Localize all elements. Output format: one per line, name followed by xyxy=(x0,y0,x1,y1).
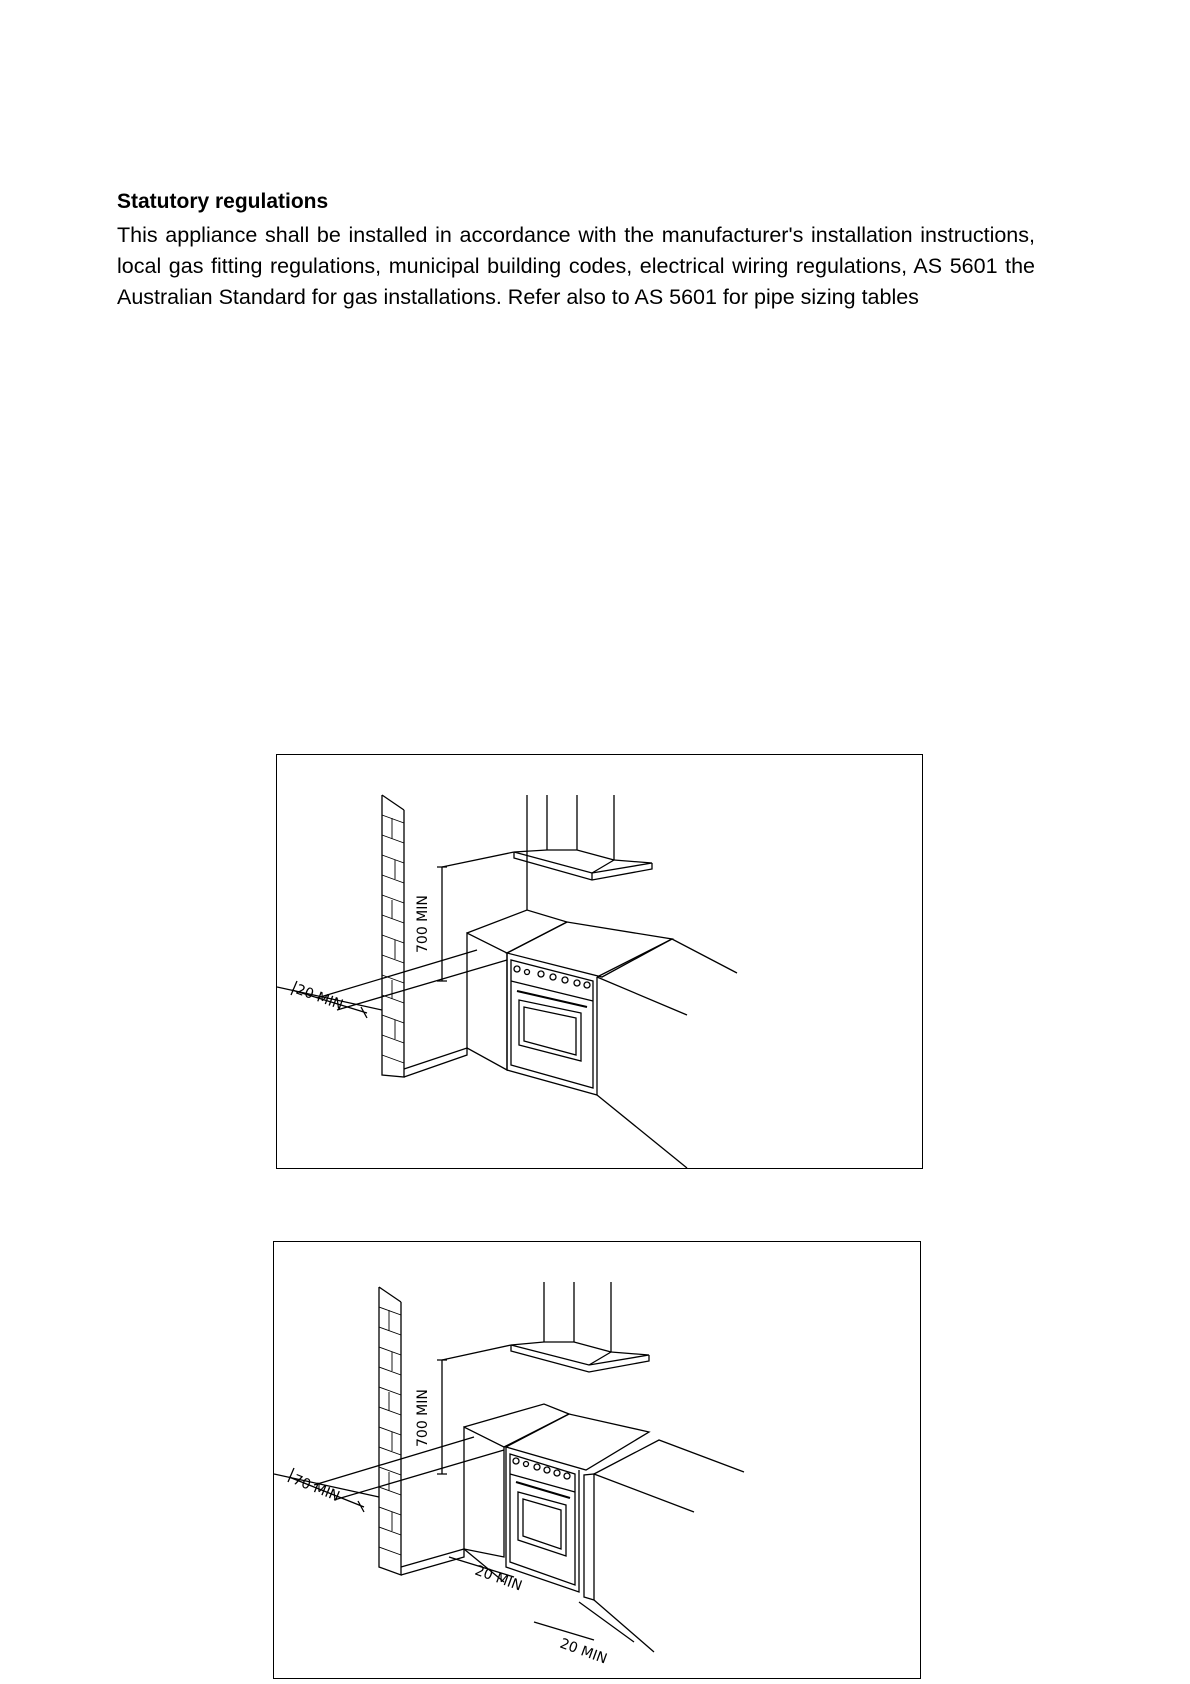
section-heading: Statutory regulations xyxy=(117,190,329,213)
hood-clearance-label: 700 MIN xyxy=(415,1389,431,1447)
installation-diagram-1 xyxy=(276,754,923,1169)
hood-clearance-label: 700 MIN xyxy=(415,895,431,953)
diagram-2-drawing xyxy=(274,1242,920,1678)
diagram-1-drawing xyxy=(277,755,922,1168)
regulations-paragraph: This appliance shall be installed in accordance with the manufacturer's installation instructions, local gas fitting regulations, municipal building codes, electrical wiring regulations, AS 5601 the Australian Standard for gas installations. Refer also to AS 5601 for pipe sizing tables xyxy=(117,223,1035,309)
wall-clearance-label: 20 MIN xyxy=(293,981,346,1014)
side-clearance-right-label: 20 MIN xyxy=(557,1635,610,1668)
installation-diagram-2 xyxy=(273,1241,921,1679)
side-clearance-left-label: 20 MIN xyxy=(472,1562,525,1595)
wall-clearance-label: 70 MIN xyxy=(290,1471,342,1506)
